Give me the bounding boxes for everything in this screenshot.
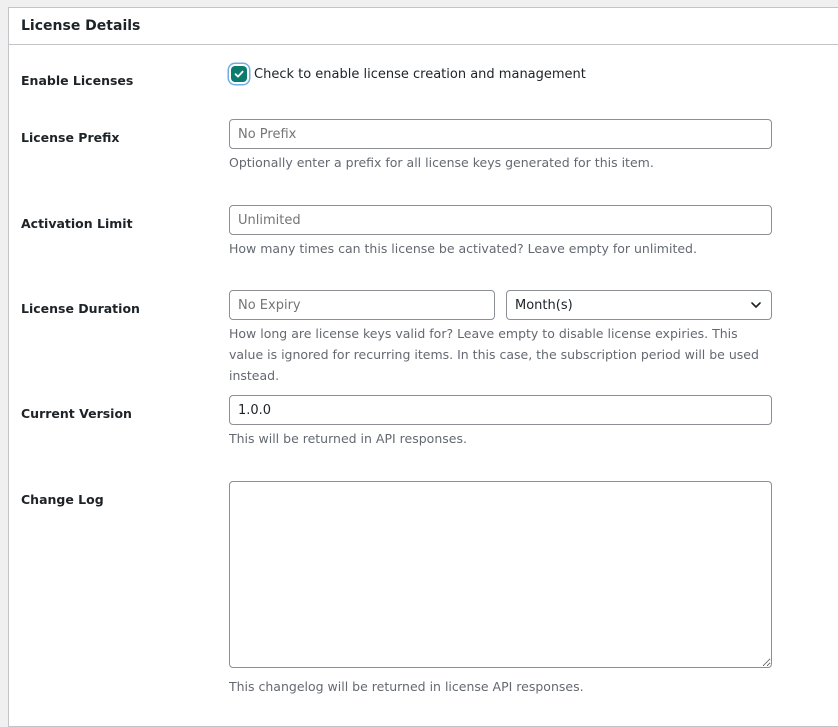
license-details-panel [8,7,838,727]
activation-limit-input[interactable] [229,205,772,235]
enable-licenses-label: Enable Licenses [21,73,134,88]
license-duration-unit-select[interactable] [506,290,772,320]
checkmark-icon [234,69,244,79]
license-duration-label: License Duration [21,301,140,316]
activation-limit-description: How many times can this license be activated? Leave empty for unlimited. [229,241,697,256]
license-prefix-label: License Prefix [21,130,120,145]
change-log-textarea[interactable] [229,481,772,668]
activation-limit-label: Activation Limit [21,216,133,231]
panel-title: License Details [9,8,838,45]
current-version-input[interactable] [229,395,772,425]
license-duration-input[interactable] [229,290,495,320]
license-prefix-description: Optionally enter a prefix for all license keys generated for this item. [229,155,654,170]
change-log-label: Change Log [21,492,104,507]
current-version-description: This will be returned in API responses. [229,431,467,446]
current-version-label: Current Version [21,406,132,421]
license-duration-unit-value: Month(s) [515,297,573,313]
enable-licenses-row [231,66,586,82]
enable-licenses-checkbox[interactable] [231,66,247,82]
chevron-down-icon [749,298,763,312]
change-log-description: This changelog will be returned in license API responses. [229,679,584,694]
license-prefix-input[interactable] [229,119,772,149]
enable-licenses-checkbox-label[interactable]: Check to enable license creation and management [254,66,586,82]
license-duration-description: How long are license keys valid for? Leave empty to disable license expiries. This value is ignored for recurring items. In this case, the subscription period will be used instead. [229,326,759,383]
